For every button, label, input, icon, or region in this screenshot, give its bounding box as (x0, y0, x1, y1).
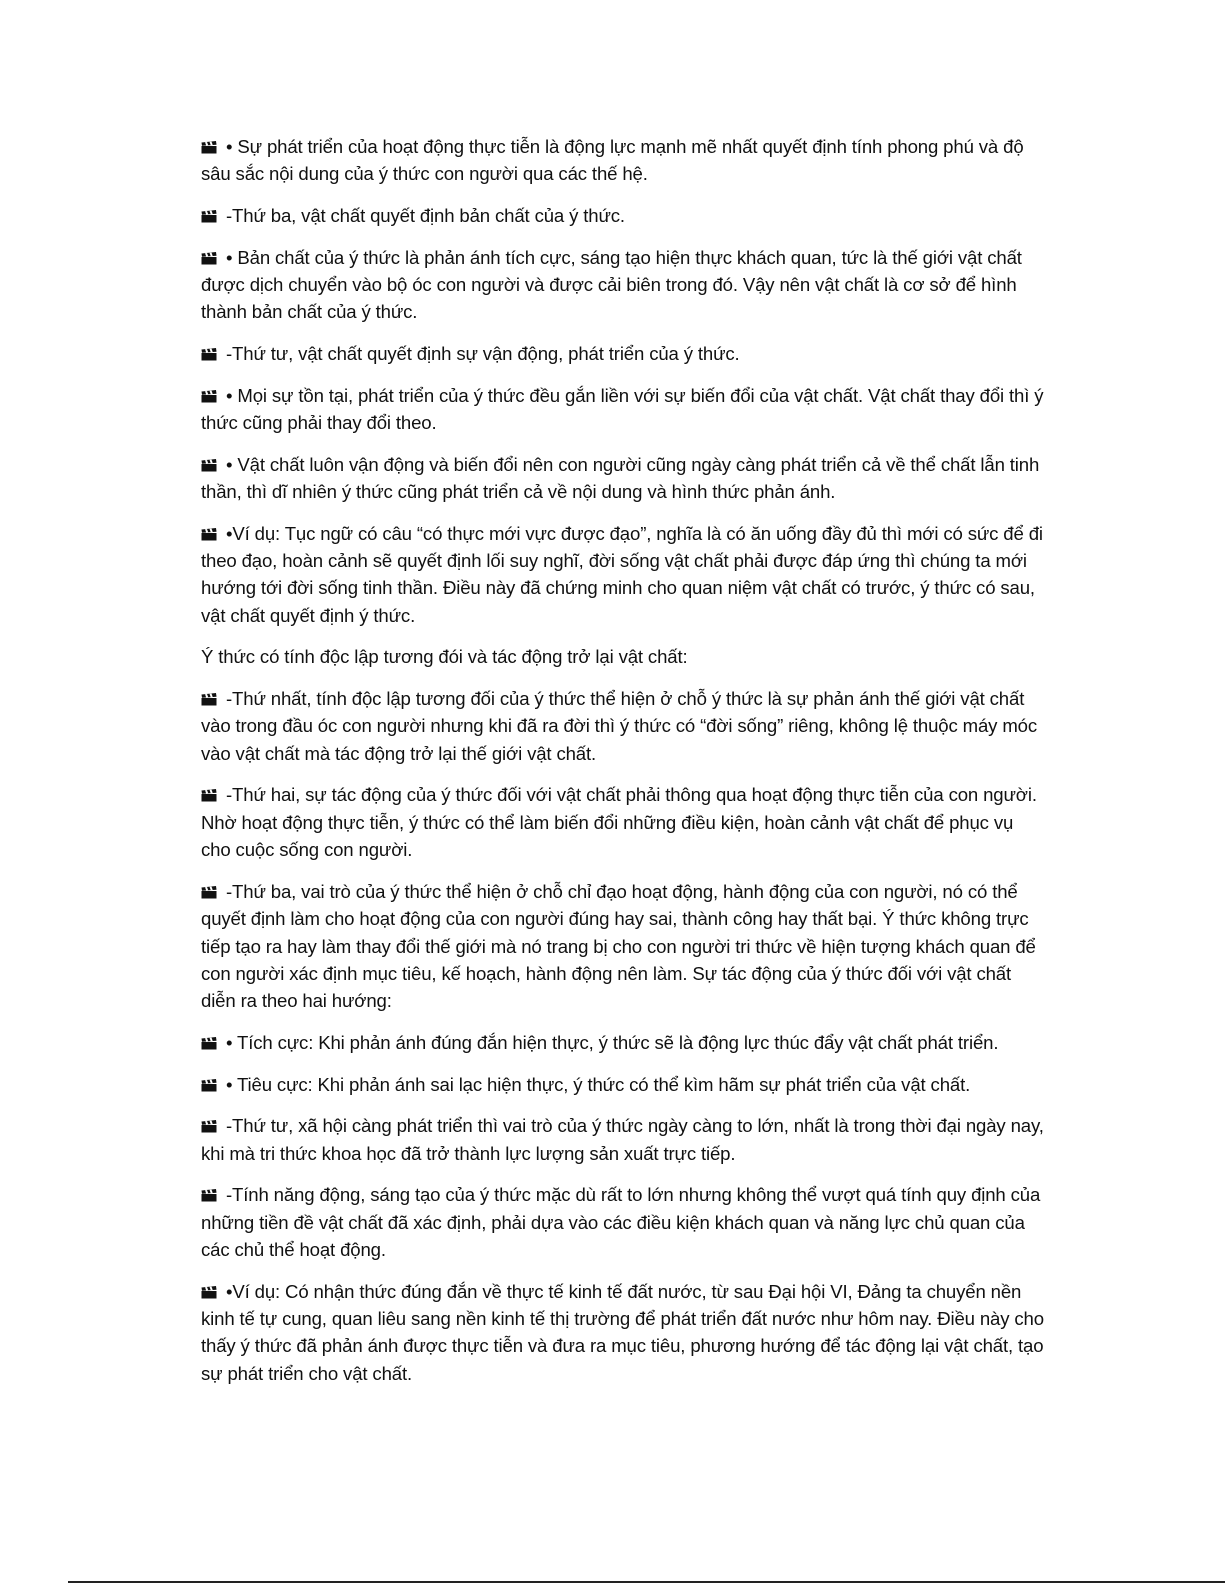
paragraph-text: -Thứ hai, sự tác động của ý thức đối với vật chất phải thông qua hoạt động thực tiễn của con người. Nhờ hoạt động thực tiễn, ý thức có thể làm biến đổi những điều kiện, hoàn cảnh vật chất để phục vụ cho cuộc sống con người. (201, 784, 1037, 861)
page-bottom-rule (68, 1581, 1225, 1583)
paragraph-text: -Tính năng động, sáng tạo của ý thức mặc dù rất to lớn nhưng không thể vượt quá tính quy định của những tiền đề vật chất đã xác định, phải dựa vào các điều kiện khách quan và năng lực chủ quan của các chủ thể hoạt động. (201, 1184, 1041, 1261)
clapperboard-icon (201, 134, 217, 147)
paragraph (201, 202, 1047, 229)
clapperboard-icon (201, 341, 217, 354)
paragraph (201, 685, 1047, 767)
paragraph (201, 643, 1047, 670)
paragraph-text: • Mọi sự tồn tại, phát triển của ý thức đều gắn liền với sự biến đổi của vật chất. Vật chất thay đổi thì ý thức cũng phải thay đổi theo. (201, 384, 1044, 433)
clapperboard-icon (201, 203, 217, 216)
paragraph-text: -Thứ nhất, tính độc lập tương đối của ý thức thể hiện ở chỗ ý thức là sự phản ánh thế giới vật chất vào trong đầu óc con người nhưng khi đã ra đời thì ý thức có “đời sống” riêng, không lệ thuộc máy móc vào vật chất mà tác động trở lại thế giới vật chất. (201, 688, 1038, 764)
paragraph (201, 451, 1047, 506)
paragraph-text: • Sự phát triển của hoạt động thực tiễn là động lực mạnh mẽ nhất quyết định tính phong phú và độ sâu sắc nội dung của ý thức con người qua các thế hệ. (201, 136, 1024, 185)
clapperboard-icon (201, 452, 217, 465)
paragraph (201, 1029, 1047, 1056)
document-body (201, 133, 1047, 1401)
paragraph (201, 1278, 1047, 1388)
paragraph-text: •Ví dụ: Có nhận thức đúng đắn về thực tế kinh tế đất nước, từ sau Đại hội VI, Đảng ta chuyển nền kinh tế tự cung, quan liêu sang nền kinh tế thị trường để phát triển đất nước như hôm nay. Điều này cho thấy ý thức đã phản ánh được thực tiễn và đưa ra mục tiêu, phương hướng để tác động lại vật chất, tạo sự phát triển cho vật chất. (201, 1280, 1044, 1384)
clapperboard-icon (201, 1030, 217, 1043)
paragraph (201, 520, 1047, 630)
clapperboard-icon (201, 1113, 217, 1126)
clapperboard-icon (201, 1182, 217, 1195)
clapperboard-icon (201, 686, 217, 699)
clapperboard-icon (201, 521, 217, 534)
clapperboard-icon (201, 1072, 217, 1085)
clapperboard-icon (201, 383, 217, 396)
paragraph-text: -Thứ ba, vật chất quyết định bản chất của ý thức. (226, 205, 625, 226)
paragraph (201, 340, 1047, 367)
paragraph-text: •Ví dụ: Tục ngữ có câu “có thực mới vực được đạo”, nghĩa là có ăn uống đầy đủ thì mới có sức để đi theo đạo, hoàn cảnh sẽ quyết định lối suy nghĩ, đời sống vật chất phải được đáp ứng thì chúng ta mới hướng tới đời sống tinh thần. Điều này đã chứng minh cho quan niệm vật chất có trước, ý thức có sau, vật chất quyết định ý thức. (201, 522, 1043, 626)
paragraph (201, 133, 1047, 188)
paragraph-text: Ý thức có tính độc lập tương đói và tác động trở lại vật chất: (201, 646, 688, 668)
paragraph-text: -Thứ tư, xã hội càng phát triển thì vai trò của ý thức ngày càng to lớn, nhất là trong thời đại ngày nay, khi mà tri thức khoa học đã trở thành lực lượng sản xuất trực tiếp. (201, 1115, 1044, 1164)
paragraph-text: -Thứ tư, vật chất quyết định sự vận động, phát triển của ý thức. (226, 343, 740, 364)
paragraph (201, 382, 1047, 437)
clapperboard-icon (201, 782, 217, 795)
paragraph-text: • Tích cực: Khi phản ánh đúng đắn hiện thực, ý thức sẽ là động lực thúc đẩy vật chất phát triển. (226, 1032, 999, 1054)
paragraph (201, 244, 1047, 326)
clapperboard-icon (201, 1279, 217, 1292)
paragraph-text: • Vật chất luôn vận động và biến đổi nên con người cũng ngày càng phát triển cả về thể chất lẫn tinh thần, thì dĩ nhiên ý thức cũng phát triển cả về nội dung và hình thức phản ánh. (201, 453, 1040, 502)
paragraph (201, 781, 1047, 863)
paragraph-text: • Bản chất của ý thức là phản ánh tích cực, sáng tạo hiện thực khách quan, tức là thế giới vật chất được dịch chuyển vào bộ óc con người và được cải biên trong đó. Vậy nên vật chất là cơ sở để hình thành bản chất của ý thức. (201, 246, 1022, 323)
paragraph-text: • Tiêu cực: Khi phản ánh sai lạc hiện thực, ý thức có thể kìm hãm sự phát triển của vật chất. (226, 1073, 971, 1095)
paragraph (201, 1181, 1047, 1263)
paragraph (201, 1071, 1047, 1098)
clapperboard-icon (201, 879, 217, 892)
paragraph-text: -Thứ ba, vai trò của ý thức thể hiện ở chỗ chỉ đạo hoạt động, hành động của con người, nó có thể quyết định làm cho hoạt động của con người đúng hay sai, thành công hay thất bại. Ý thức không trực tiếp tạo ra hay làm thay đổi thế giới mà nó trang bị cho con người tri thức về hiện tượng khách quan để con người xác định mục tiêu, kế hoạch, hành động nên làm. Sự tác động của ý thức đối với vật chất diễn ra theo hai hướng: (201, 880, 1036, 1012)
paragraph (201, 878, 1047, 1015)
clapperboard-icon (201, 245, 217, 258)
paragraph (201, 1112, 1047, 1167)
